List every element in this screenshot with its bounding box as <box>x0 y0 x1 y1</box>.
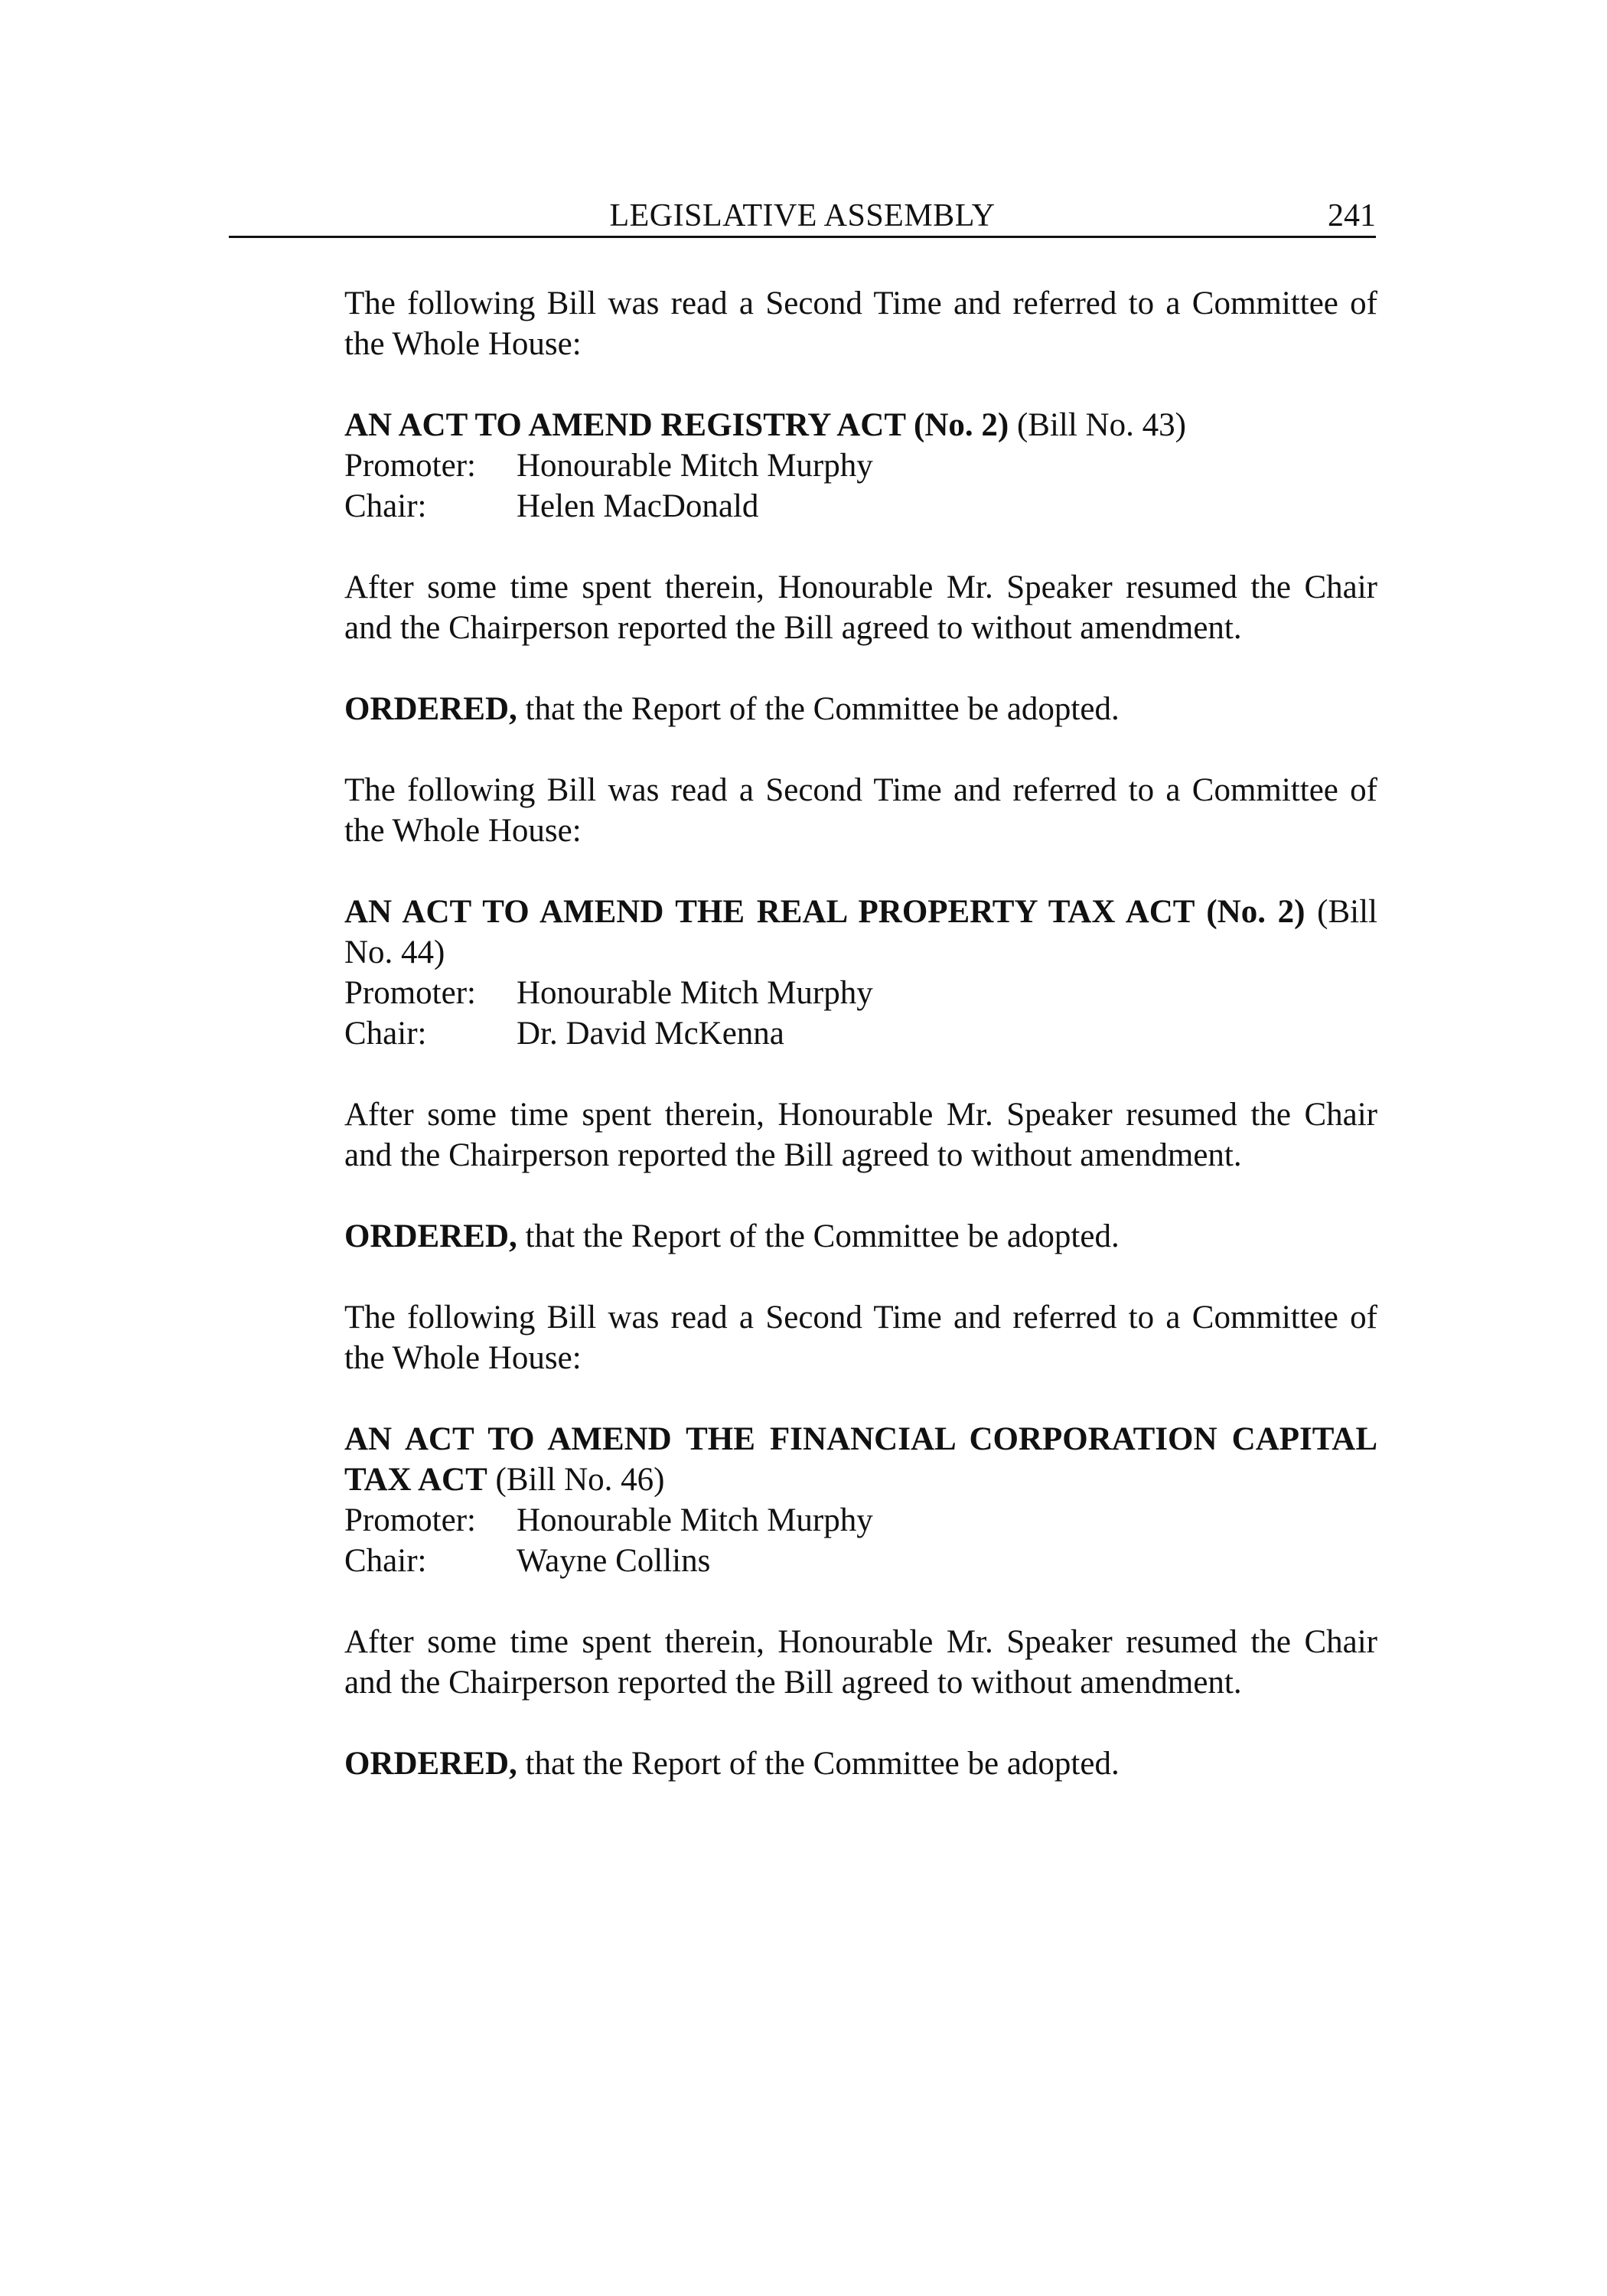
bill-title: AN ACT TO AMEND THE REAL PROPERTY TAX ACT (No. 2) <box>344 894 1305 930</box>
bill-entry <box>344 1419 1377 1581</box>
second-reading-intro: The following Bill was read a Second Time and referred to a Committee of the Whole House: <box>344 772 1377 849</box>
second-reading-intro: The following Bill was read a Second Time and referred to a Committee of the Whole House: <box>344 1300 1377 1376</box>
ordered-text: that the Report of the Committee be adopted. <box>525 1218 1120 1254</box>
bill-number: (Bill No. 46) <box>495 1462 665 1498</box>
journal-body <box>344 283 1377 1825</box>
bill-number: (Bill No. 44) <box>344 894 1377 970</box>
bill-title: AN ACT TO AMEND REGISTRY ACT (No. 2) <box>344 407 1009 443</box>
promoter-line <box>344 445 1377 486</box>
chair-name: Dr. David McKenna <box>517 1016 784 1052</box>
ordered-motion <box>344 1743 1377 1784</box>
chair-label: Chair: <box>344 1016 427 1052</box>
committee-report: After some time spent therein, Honourable Mr. Speaker resumed the Chair and the Chairperson reported the Bill agreed to without amendment. <box>344 1097 1377 1173</box>
chair-name: Helen MacDonald <box>517 488 759 524</box>
promoter-label: Promoter: <box>344 448 476 484</box>
second-reading-intro: The following Bill was read a Second Time and referred to a Committee of the Whole House: <box>344 285 1377 362</box>
ordered-motion <box>344 1216 1377 1257</box>
bill-entry <box>344 892 1377 1054</box>
ordered-text: that the Report of the Committee be adopted. <box>525 1746 1120 1782</box>
promoter-label: Promoter: <box>344 975 476 1011</box>
ordered-word: ORDERED, <box>344 1746 517 1782</box>
promoter-line <box>344 1500 1377 1541</box>
promoter-line <box>344 973 1377 1013</box>
chair-name: Wayne Collins <box>517 1543 711 1579</box>
bill-heading <box>344 892 1377 973</box>
page-header-title: LEGISLATIVE ASSEMBLY <box>609 198 996 233</box>
promoter-label: Promoter: <box>344 1502 476 1538</box>
chair-line <box>344 1541 1377 1581</box>
bill-heading <box>344 405 1377 445</box>
committee-report: After some time spent therein, Honourable Mr. Speaker resumed the Chair and the Chairperson reported the Bill agreed to without amendment. <box>344 569 1377 646</box>
bill-entry <box>344 405 1377 527</box>
ordered-word: ORDERED, <box>344 691 517 727</box>
promoter-name: Honourable Mitch Murphy <box>517 448 873 484</box>
bill-heading <box>344 1419 1377 1500</box>
ordered-motion <box>344 689 1377 729</box>
ordered-text: that the Report of the Committee be adopted. <box>525 691 1120 727</box>
promoter-name: Honourable Mitch Murphy <box>517 1502 873 1538</box>
chair-label: Chair: <box>344 1543 427 1579</box>
committee-report: After some time spent therein, Honourable Mr. Speaker resumed the Chair and the Chairperson reported the Bill agreed to without amendment. <box>344 1624 1377 1701</box>
page-number: 241 <box>1328 198 1376 233</box>
chair-label: Chair: <box>344 488 427 524</box>
chair-line <box>344 1013 1377 1054</box>
ordered-word: ORDERED, <box>344 1218 517 1254</box>
chair-line <box>344 486 1377 527</box>
bill-title: AN ACT TO AMEND THE FINANCIAL CORPORATION CAPITAL TAX ACT <box>344 1421 1377 1498</box>
bill-number: (Bill No. 43) <box>1016 407 1186 443</box>
running-header <box>229 193 1376 238</box>
promoter-name: Honourable Mitch Murphy <box>517 975 873 1011</box>
